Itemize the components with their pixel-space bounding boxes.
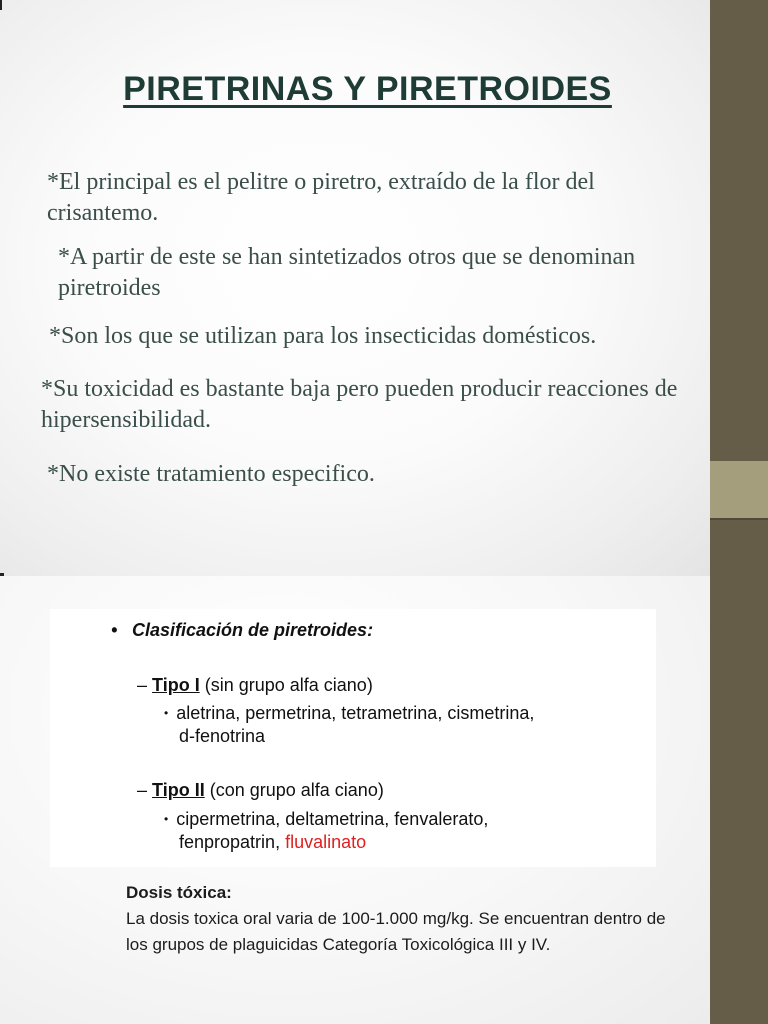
tipo-2-label: Tipo II <box>152 780 205 800</box>
bullet-icon: • <box>111 620 118 640</box>
paragraph-5: *No existe tratamiento especifico. <box>47 461 375 487</box>
dosis-title: Dosis tóxica: <box>126 883 232 902</box>
classification-figure <box>50 609 656 867</box>
tipo-2-list-line-1: • cipermetrina, deltametrina, fenvalerato, <box>164 809 489 829</box>
tipo-1-line <box>137 674 373 697</box>
slide-title <box>0 70 735 109</box>
paragraph-1: *El principal es el pelitre o piretro, extraído de la flor del crisantemo. <box>47 169 595 226</box>
tipo-2-list-line-2: fenpropatrin, fluvalinato <box>179 832 367 852</box>
bullet-icon: • <box>164 812 169 826</box>
bullet-icon: • <box>164 706 169 720</box>
highlight-fluvalinato: fluvalinato <box>285 832 367 852</box>
dosis-section <box>126 880 671 958</box>
tipo-1-label: Tipo I <box>152 675 200 695</box>
dash-icon: – <box>137 780 148 800</box>
tipo-2-desc: (con grupo alfa ciano) <box>209 780 384 800</box>
edge-mark <box>0 0 2 10</box>
sidebar-accent-block <box>710 461 768 518</box>
paragraph-3: *Son los que se utilizan para los insecticidas domésticos. <box>49 323 597 349</box>
tipo-1-desc: (sin grupo alfa ciano) <box>204 675 373 695</box>
dosis-body: La dosis toxica oral varia de 100-1.000 mg/kg. Se encuentran dentro de los grupos de plaguicidas Categoría Toxicológica III y IV. <box>126 909 666 954</box>
paragraph-2: *A partir de este se han sintetizados otros que se denominan piretroides <box>58 244 636 301</box>
classification-heading: • Clasificación de piretroides: <box>111 620 374 640</box>
tipo-1-list-line-1: • aletrina, permetrina, tetrametrina, cismetrina, <box>164 703 535 723</box>
tipo-1-list-line-2: d-fenotrina <box>179 726 266 746</box>
tipo-2-line <box>137 779 384 802</box>
sidebar-divider <box>710 518 768 520</box>
dash-icon: – <box>137 675 148 695</box>
slide-title-text: PIRETRINAS Y PIRETROIDES <box>123 70 612 108</box>
paragraph-4: *Su toxicidad es bastante baja pero pueden producir reacciones de hipersensibilidad. <box>41 376 678 433</box>
